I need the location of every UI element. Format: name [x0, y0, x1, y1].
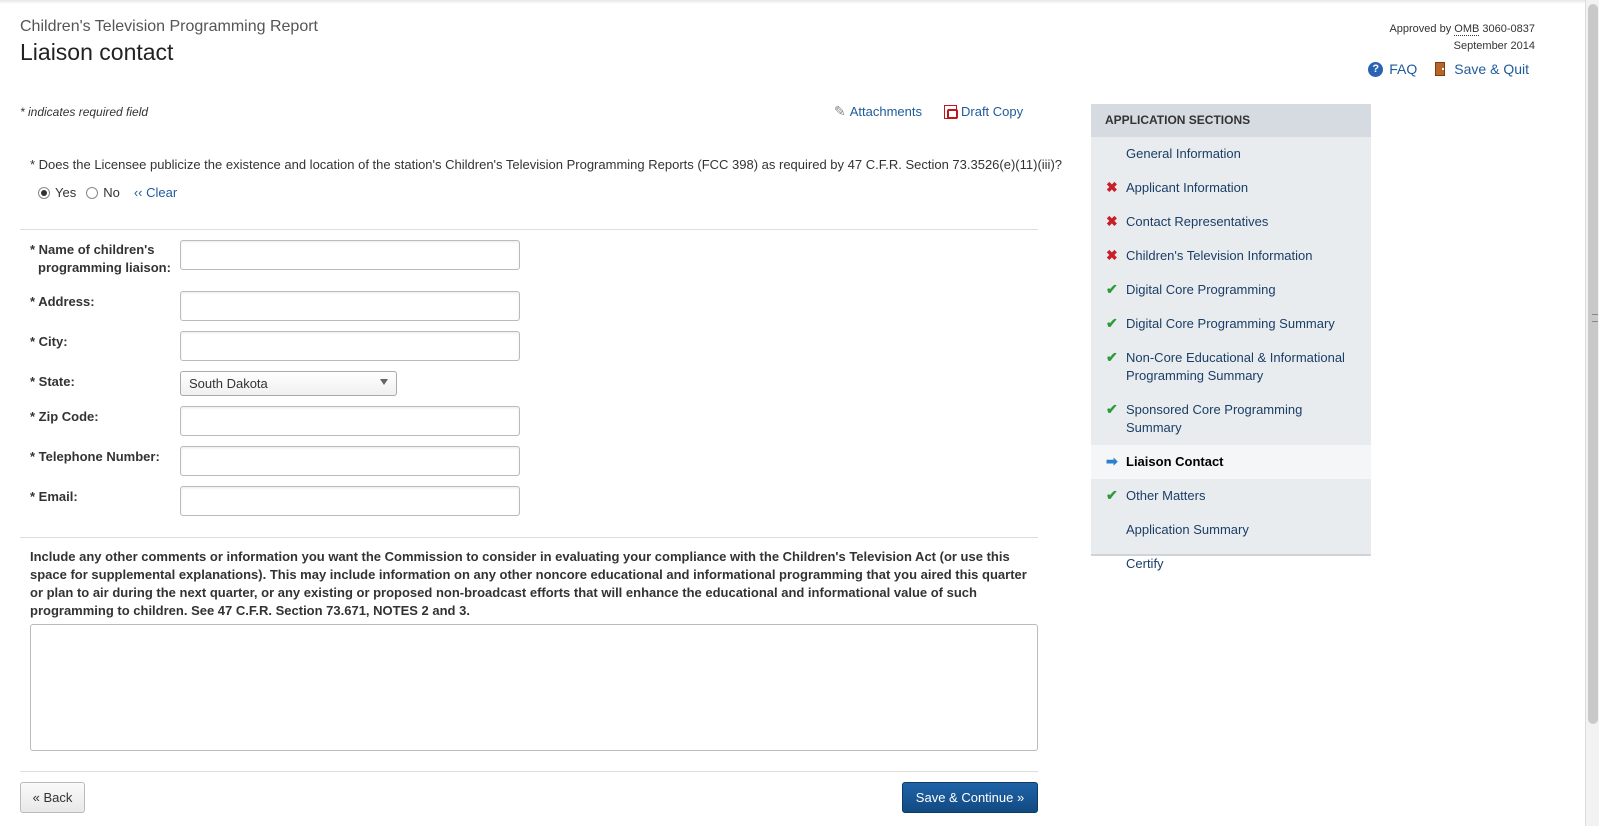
draft-copy-link[interactable] — [944, 103, 1023, 120]
sidebar-item-label: Children's Television Information — [1126, 248, 1313, 263]
address-label: * Address: — [30, 294, 95, 309]
checkmark-icon: ✔ — [1106, 281, 1118, 297]
exit-door-icon — [1433, 61, 1448, 77]
email-label: * Email: — [30, 489, 78, 504]
required-field-note: * indicates required field — [20, 105, 149, 119]
publicize-radio-group — [38, 185, 177, 200]
error-x-icon: ✖ — [1106, 179, 1118, 195]
sidebar-item-certify[interactable] — [1091, 547, 1371, 581]
sidebar-item-label: Other Matters — [1126, 488, 1206, 503]
sidebar-item-label: Certify — [1126, 556, 1164, 571]
radio-yes[interactable] — [38, 185, 76, 200]
sidebar-item-sponsored-core-programming-summary[interactable] — [1091, 393, 1371, 445]
liaison-name-label-line2: programming liaison: — [38, 260, 171, 275]
sidebar-item-label: Contact Representatives — [1126, 214, 1269, 229]
city-label: * City: — [30, 334, 68, 349]
radio-no-button[interactable] — [86, 187, 98, 199]
sidebar-item-applicant-information[interactable] — [1091, 171, 1371, 205]
checkmark-icon: ✔ — [1106, 401, 1118, 417]
vertical-scrollbar[interactable] — [1585, 0, 1599, 826]
top-links — [1368, 61, 1529, 77]
sidebar-item-other-matters[interactable] — [1091, 479, 1371, 513]
liaison-name-label — [30, 241, 171, 277]
omb-approval — [1389, 21, 1535, 55]
telephone-label: * Telephone Number: — [30, 449, 160, 464]
faq-link[interactable] — [1368, 61, 1417, 77]
paperclip-icon: ✎ — [834, 103, 846, 119]
sidebar-item-contact-representatives[interactable] — [1091, 205, 1371, 239]
divider — [20, 771, 1038, 772]
comments-textarea[interactable] — [30, 624, 1038, 751]
sidebar-item-label: Non-Core Educational & Informational Programming Summary — [1126, 350, 1345, 383]
sidebar-item-label: General Information — [1126, 146, 1241, 161]
radio-no[interactable] — [86, 185, 120, 200]
attachments-link[interactable] — [834, 103, 922, 120]
sidebar-item-digital-core-programming-summary[interactable] — [1091, 307, 1371, 341]
error-x-icon: ✖ — [1106, 247, 1118, 263]
divider — [20, 229, 1038, 230]
utility-links — [834, 103, 1023, 120]
address-input[interactable] — [180, 291, 520, 321]
sidebar-header: APPLICATION SECTIONS — [1091, 104, 1371, 137]
sidebar-item-liaison-contact[interactable] — [1091, 445, 1371, 479]
state-selected-value: South Dakota — [189, 376, 268, 391]
pdf-icon — [944, 105, 957, 119]
attachments-label: Attachments — [849, 104, 922, 119]
page-title: Liaison contact — [20, 39, 174, 65]
sidebar-item-childrens-television-information[interactable] — [1091, 239, 1371, 273]
omb-number: 3060-0837 — [1482, 23, 1535, 35]
zip-code-input[interactable] — [180, 406, 520, 436]
sidebar-item-label: Liaison Contact — [1126, 454, 1224, 469]
save-quit-link[interactable] — [1433, 61, 1529, 77]
sidebar-item-non-core-programming-summary[interactable] — [1091, 341, 1371, 393]
sidebar-item-label: Sponsored Core Programming Summary — [1126, 402, 1303, 435]
sidebar-item-label: Application Summary — [1126, 522, 1249, 537]
draft-copy-label: Draft Copy — [961, 104, 1024, 119]
chevron-down-icon — [380, 379, 388, 385]
zip-code-label: * Zip Code: — [30, 409, 99, 424]
telephone-input[interactable] — [180, 446, 520, 476]
approved-prefix: Approved by — [1389, 23, 1452, 35]
radio-yes-label: Yes — [55, 185, 77, 200]
scrollbar-grip-icon — [1592, 314, 1598, 322]
state-label: * State: — [30, 374, 75, 389]
sidebar-item-label: Applicant Information — [1126, 180, 1249, 195]
approval-date: September 2014 — [1453, 40, 1535, 52]
faq-label: FAQ — [1389, 61, 1418, 77]
comments-label: Include any other comments or information you want the Commission to consider in evaluating your compliance with the Children's Television Act (or use this space for supplemental explanations). This may include information on any other noncore educational and informational programming that you aired this quarter or plan to air during the next quarter, or any existing or proposed non-broadcast efforts that will enhance the educational and informational value of such programming to children. See 47 C.F.R. Section 73.671, NOTES 2 and 3. — [30, 549, 1027, 618]
radio-no-label: No — [103, 185, 120, 200]
save-continue-button[interactable]: Save & Continue » — [902, 782, 1038, 813]
publicize-question: * Does the Licensee publicize the existence and location of the station's Children's Television Programming Reports (FCC 398) as required by 47 C.F.R. Section 73.3526(e)(11)(iii)? — [30, 157, 1063, 172]
back-button[interactable]: « Back — [20, 782, 85, 813]
error-x-icon: ✖ — [1106, 213, 1118, 229]
application-sections-sidebar — [1091, 104, 1371, 571]
clear-selection-link[interactable]: ‹‹ Clear — [133, 185, 178, 200]
sidebar-item-general-information[interactable] — [1091, 137, 1371, 171]
scrollbar-thumb[interactable] — [1588, 4, 1598, 724]
report-subtitle: Children's Television Programming Report — [20, 18, 318, 35]
omb-approval-line — [1389, 21, 1535, 38]
top-shadow — [0, 0, 1599, 4]
radio-yes-button[interactable] — [38, 187, 50, 199]
help-icon: ? — [1368, 62, 1383, 77]
liaison-name-label-line1: * Name of children's — [30, 242, 155, 257]
divider — [20, 537, 1038, 538]
email-input[interactable] — [180, 486, 520, 516]
checkmark-icon: ✔ — [1106, 315, 1118, 331]
sidebar-item-label: Digital Core Programming — [1126, 282, 1276, 297]
sidebar-item-application-summary[interactable] — [1091, 513, 1371, 547]
state-select[interactable] — [180, 371, 397, 396]
liaison-name-input[interactable] — [180, 240, 520, 270]
sidebar-item-digital-core-programming[interactable] — [1091, 273, 1371, 307]
save-quit-label: Save & Quit — [1454, 61, 1529, 77]
checkmark-icon: ✔ — [1106, 487, 1118, 503]
sidebar-item-label: Digital Core Programming Summary — [1126, 316, 1335, 331]
city-input[interactable] — [180, 331, 520, 361]
checkmark-icon: ✔ — [1106, 349, 1118, 365]
current-arrow-icon: ➡ — [1106, 453, 1118, 469]
omb-abbr: OMB — [1454, 23, 1480, 35]
